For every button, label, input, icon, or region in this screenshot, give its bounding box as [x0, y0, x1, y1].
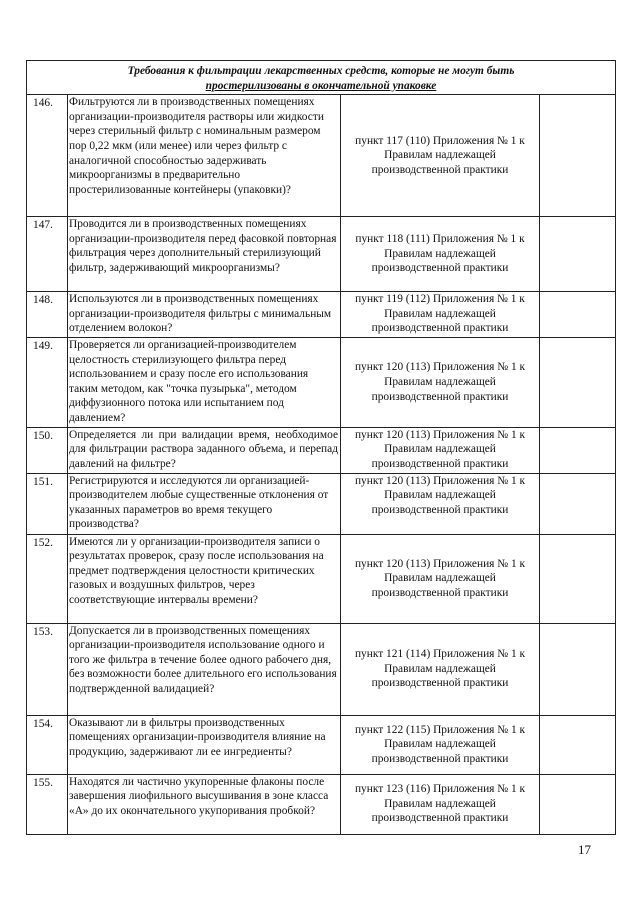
- row-answer-cell: [540, 292, 616, 338]
- row-question: Определяется ли при валидации время, необходимое для фильтрации раствора заданного объема, и перепад давлений на фильтре?: [68, 427, 341, 473]
- row-question: Допускается ли в производственных помещениях организации-производителя использование одного и того же фильтра в течение более одного рабочего дня, без возможности более длительного его использования подтвержденной валидацией?: [68, 623, 341, 715]
- row-reference: пункт 120 (113) Приложения № 1 к Правилам надлежащей производственной практики: [341, 337, 540, 427]
- row-number: 153.: [27, 623, 68, 715]
- row-answer-cell: [540, 95, 616, 217]
- row-reference: пункт 118 (111) Приложения № 1 к Правилам надлежащей производственной практики: [341, 217, 540, 292]
- row-reference: пункт 121 (114) Приложения № 1 к Правилам надлежащей производственной практики: [341, 623, 540, 715]
- row-question: Фильтруются ли в производственных помещениях организации-производителя растворы или жидкости через стерильный фильтр с номинальным размером пор 0,22 мкм (или менее) или через фильтр с аналогичной способностью задерживать микроорганизмы в предварительно простерилизованные контейнеры (упаковки)?: [68, 95, 341, 217]
- table-row: [27, 292, 616, 338]
- row-number: 155.: [27, 774, 68, 834]
- section-header: [27, 61, 616, 95]
- section-header-line1: Требования к фильтрации лекарственных средств, которые не могут быть: [127, 65, 515, 77]
- section-header-row: [27, 61, 616, 95]
- row-question: Проводится ли в производственных помещениях организации-производителя перед фасовкой повторная фильтрация через дополнительный стерилизующий фильтр, задерживающий микроорганизмы?: [68, 217, 341, 292]
- table-row: [27, 715, 616, 774]
- row-question: Находятся ли частично укупоренные флаконы после завершения лиофильного высушивания в зоне класса «А» до их окончательного укупоривания пробкой?: [68, 774, 341, 834]
- row-answer-cell: [540, 534, 616, 623]
- row-question: Оказывают ли в фильтры производственных помещениях организации-производителя влияние на продукцию, задерживают ли ее ингредиенты?: [68, 715, 341, 774]
- requirements-sheet: [26, 60, 615, 835]
- row-reference: пункт 119 (112) Приложения № 1 к Правилам надлежащей производственной практики: [341, 292, 540, 338]
- row-reference: пункт 120 (113) Приложения № 1 к Правилам надлежащей производственной практики: [341, 534, 540, 623]
- row-number: 150.: [27, 427, 68, 473]
- table-row: [27, 534, 616, 623]
- row-reference: пункт 122 (115) Приложения № 1 к Правилам надлежащей производственной практики: [341, 715, 540, 774]
- row-number: 147.: [27, 217, 68, 292]
- table-row: [27, 337, 616, 427]
- table-row: [27, 427, 616, 473]
- row-question: Регистрируются и исследуются ли организацией-производителем любые существенные отклонения от указанных параметров во время текущего производства?: [68, 473, 341, 534]
- table-row: [27, 623, 616, 715]
- row-number: 146.: [27, 95, 68, 217]
- row-number: 149.: [27, 337, 68, 427]
- table-row: [27, 95, 616, 217]
- row-answer-cell: [540, 774, 616, 834]
- row-answer-cell: [540, 715, 616, 774]
- row-answer-cell: [540, 427, 616, 473]
- row-question: Имеются ли у организации-производителя записи о результатах проверок, сразу после использования на предмет подтверждения целостности критических газовых и воздушных фильтров, через соответствующие интервалы времени?: [68, 534, 341, 623]
- page-number: 17: [578, 842, 591, 857]
- row-answer-cell: [540, 217, 616, 292]
- row-reference: пункт 120 (113) Приложения № 1 к Правилам надлежащей производственной практики: [341, 427, 540, 473]
- requirements-table: [26, 60, 616, 835]
- row-reference: пункт 120 (113) Приложения № 1 к Правилам надлежащей производственной практики: [341, 473, 540, 534]
- row-question: Используются ли в производственных помещениях организации-производителя фильтры с минимальным отделением волокон?: [68, 292, 341, 338]
- table-row: [27, 217, 616, 292]
- row-reference: пункт 123 (116) Приложения № 1 к Правилам надлежащей производственной практики: [341, 774, 540, 834]
- row-answer-cell: [540, 623, 616, 715]
- row-answer-cell: [540, 337, 616, 427]
- row-reference: пункт 117 (110) Приложения № 1 к Правилам надлежащей производственной практики: [341, 95, 540, 217]
- row-question: Проверяется ли организацией-производителем целостность стерилизующего фильтра перед использованием и сразу после его использования таким методом, как "точка пузырька", методом диффузионного потока или испытанием под давлением?: [68, 337, 341, 427]
- row-number: 152.: [27, 534, 68, 623]
- row-number: 148.: [27, 292, 68, 338]
- row-number: 151.: [27, 473, 68, 534]
- section-header-line2: простерилизованы в окончательной упаковке: [205, 79, 437, 92]
- row-answer-cell: [540, 473, 616, 534]
- row-number: 154.: [27, 715, 68, 774]
- table-row: [27, 774, 616, 834]
- table-row: [27, 473, 616, 534]
